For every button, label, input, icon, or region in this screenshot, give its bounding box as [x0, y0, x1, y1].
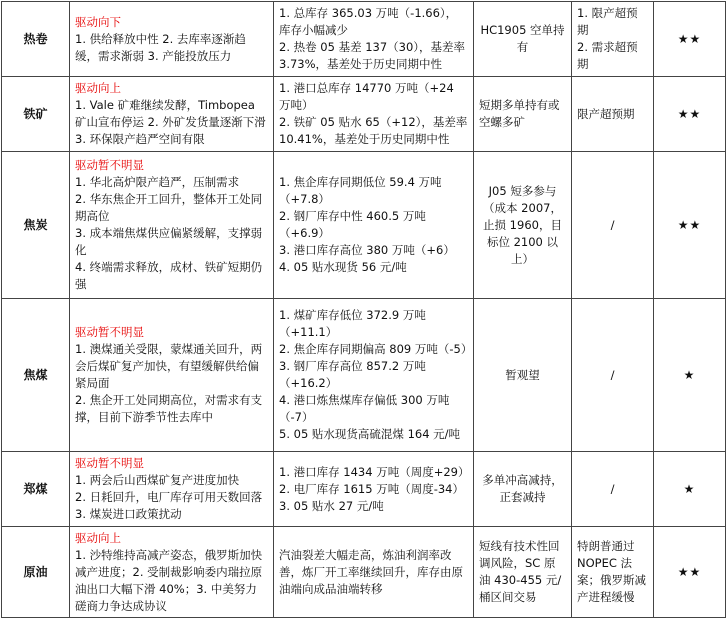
driver-cell	[70, 152, 274, 299]
inventory-line: 1. 总库存 365.03 万吨（-1.66），库存小幅减少	[279, 6, 458, 37]
driver-factor: 2. 焦企开工处同期高位，对需求有支撑，目前下游季节性去库中	[75, 393, 263, 424]
risk-line: 1. 限产超预期	[577, 6, 638, 37]
commodity-name: 焦炭	[2, 152, 70, 299]
inventory-line: 5. 05 贴水现货高硫混煤 164 元/吨	[279, 427, 461, 441]
inventory-line: 2. 焦企库存同期偏高 809 万吨（-5）	[279, 342, 473, 356]
strategy-cell: HC1905 空单持有	[474, 2, 572, 77]
driver-factor: 3. 煤炭进口政策扰动	[75, 507, 182, 521]
driver-cell	[70, 77, 274, 152]
commodity-name: 焦煤	[2, 299, 70, 452]
risk-cell	[572, 2, 654, 77]
inventory-line: 1. 港口库存 1434 万吨（周度+29）	[279, 464, 470, 479]
inventory-line: 3. 05 贴水 27 元/吨	[279, 498, 384, 513]
star-rating: ★★	[654, 77, 726, 152]
inventory-line: 3. 钢厂库存高位 857.2 万吨（+16.2）	[279, 359, 426, 390]
inventory-cell	[274, 152, 474, 299]
inventory-line: 4. 05 贴水现货 56 元/吨	[279, 260, 407, 274]
driver-factor: 2. 华东焦企开工回升，整体开工处同期高位	[75, 192, 263, 223]
inventory-line: 1. 煤矿库存低位 372.9 万吨（+11.1）	[279, 308, 426, 339]
driver-factor: 1. 华北高炉限产趋严，压制需求	[75, 175, 240, 189]
driver-direction: 驱动暂不明显	[75, 325, 144, 339]
star-rating: ★★	[654, 152, 726, 299]
table-row	[2, 77, 726, 152]
strategy-cell: 暂观望	[474, 299, 572, 452]
star-rating: ★★	[654, 527, 726, 618]
strategy-cell: J05 短多参与（成本 2007，止损 1960，目标位 2100 以上）	[474, 152, 572, 299]
risk-line: 2. 需求超预期	[577, 40, 638, 71]
driver-direction: 驱动暂不明显	[75, 456, 144, 470]
driver-factor: 3. 成本端焦煤供应偏紧缓解，支撑弱化	[75, 226, 263, 257]
table-row	[2, 527, 726, 618]
driver-direction: 驱动向上	[75, 530, 121, 545]
driver-factor: 1. 沙特维持高减产姿态，俄罗斯加快减产进度；2. 受制裁影响委内瑞拉原油出口大幅下滑 40%；3. 中美努力磋商力争达成协议	[75, 547, 263, 613]
driver-direction: 驱动向上	[75, 81, 121, 95]
inventory-cell	[274, 2, 474, 77]
table-row	[2, 452, 726, 527]
driver-direction: 驱动暂不明显	[75, 158, 144, 172]
star-rating: ★★	[654, 2, 726, 77]
strategy-cell: 短期多单持有或空螺多矿	[474, 77, 572, 152]
commodity-name: 铁矿	[2, 77, 70, 152]
inventory-cell	[274, 77, 474, 152]
star-rating: ★	[654, 452, 726, 527]
risk-cell: /	[572, 299, 654, 452]
risk-cell	[572, 77, 654, 152]
inventory-line: 2. 钢厂库存中性 460.5 万吨（+6.9）	[279, 209, 426, 240]
inventory-line: 2. 电厂库存 1615 万吨（周度-34）	[279, 481, 464, 496]
commodity-name: 郑煤	[2, 452, 70, 527]
risk-cell: 特朗普通过 NOPEC 法案；俄罗斯减产进程缓慢	[572, 527, 654, 618]
table-row	[2, 299, 726, 452]
inventory-cell: 汽油裂差大幅走高，炼油利润率改善，炼厂开工率继续回升，库存由原油端向成品油端转移	[274, 527, 474, 618]
driver-factor: 4. 终端需求释放，成材、铁矿短期仍强	[75, 260, 263, 291]
risk-cell: /	[572, 152, 654, 299]
commodity-name: 原油	[2, 527, 70, 618]
driver-cell	[70, 299, 274, 452]
driver-factor: 1. Vale 矿难继续发酵，Timbopea 矿山宣布停运 2. 外矿发货量逐渐下滑 3. 环保限产趋严空间有限	[75, 98, 266, 146]
strategy-cell: 多单冲高减持，正套减持	[474, 452, 572, 527]
risk-cell: /	[572, 452, 654, 527]
inventory-line: 2. 铁矿 05 贴水 65（+12），基差率 10.41%，基差处于历史同期中性	[279, 115, 468, 146]
inventory-line: 1. 焦企库存同期低位 59.4 万吨（+7.8）	[279, 175, 442, 206]
table-row	[2, 152, 726, 299]
inventory-line: 4. 港口炼焦煤库存偏低 300 万吨（-7）	[279, 393, 450, 424]
driver-factor: 1. 供给释放中性 2. 去库率逐渐趋缓，需求渐弱 3. 产能投放压力	[75, 31, 246, 63]
inventory-line: 3. 港口库存高位 380 万吨（+6）	[279, 243, 455, 257]
driver-cell	[70, 527, 274, 618]
driver-factor: 2. 日耗回升，电厂库存可用天数回落	[75, 490, 263, 504]
strategy-cell: 短线有技术性回调风险，SC 原油 430-455 元/桶区间交易	[474, 527, 572, 618]
commodity-name: 热卷	[2, 2, 70, 77]
driver-factor: 1. 两会后山西煤矿复产进度加快	[75, 473, 240, 487]
inventory-line: 1. 港口总库存 14770 万吨（+24 万吨）	[279, 81, 454, 112]
star-rating: ★	[654, 299, 726, 452]
driver-factor: 1. 澳煤通关受限，蒙煤通关回升，两会后煤矿复产加快，有望缓解供给偏紧局面	[75, 342, 263, 390]
commodity-table	[1, 1, 726, 618]
inventory-line: 2. 热卷 05 基差 137（30），基差率 3.73%，基差处于历史同期中性	[279, 40, 466, 71]
table-row	[2, 2, 726, 77]
inventory-cell	[274, 299, 474, 452]
inventory-cell	[274, 452, 474, 527]
driver-cell	[70, 2, 274, 77]
driver-cell	[70, 452, 274, 527]
risk-line: 限产超预期	[577, 106, 635, 121]
driver-direction: 驱动向下	[75, 14, 121, 29]
